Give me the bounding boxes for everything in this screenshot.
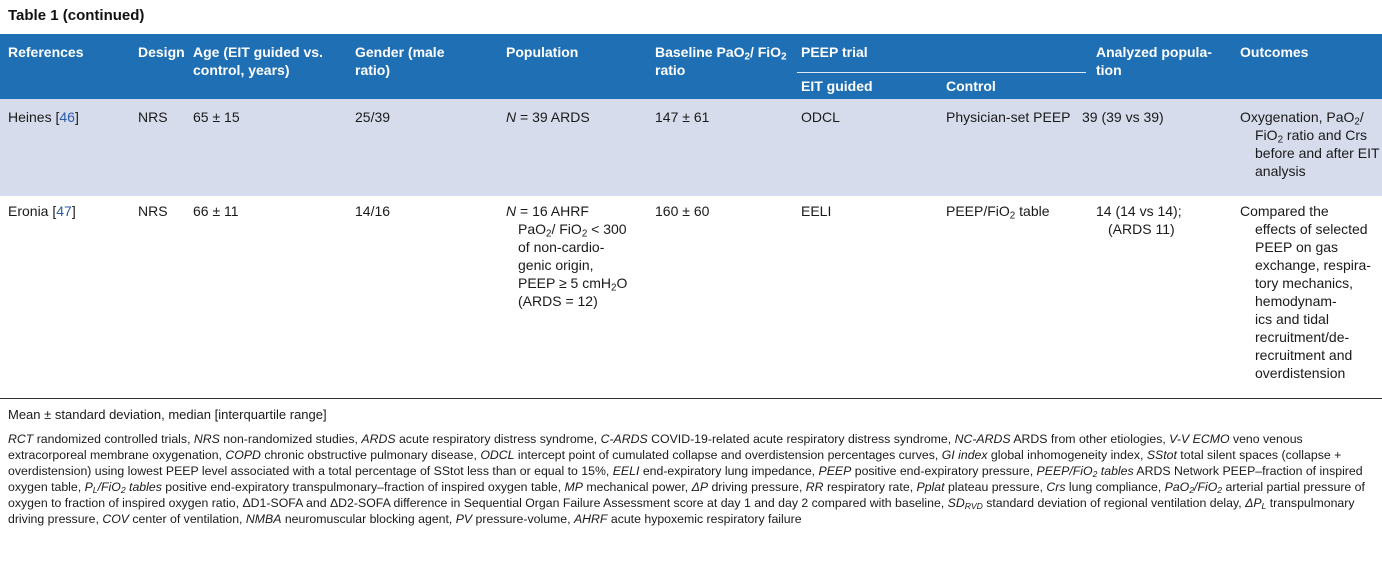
citation-link[interactable]: 46 bbox=[59, 109, 75, 125]
footnote-stats: Mean ± standard deviation, median [interquartile range] bbox=[8, 407, 327, 422]
row-age: 65 ± 15 bbox=[193, 109, 240, 125]
col-design: Design bbox=[138, 44, 185, 60]
table-title: Table 1 (continued) bbox=[8, 7, 145, 24]
table-row bbox=[0, 196, 1382, 396]
row-design: NRS bbox=[138, 203, 168, 219]
citation-link[interactable]: 47 bbox=[56, 203, 72, 219]
col-references: References bbox=[8, 44, 84, 60]
row-population: N = 16 AHRF PaO$_2$/ FiO$_2$ < 300 of non-cardio- genic origin, PEEP ≥ 5 cmH$_2$O (ARDS = 12) bbox=[506, 203, 628, 309]
row-design: NRS bbox=[138, 109, 168, 125]
col-baseline: Baseline PaO$_2$/ FiO$_2$ ratio bbox=[655, 44, 787, 78]
row-baseline: 147 ± 61 bbox=[655, 109, 710, 125]
table-header bbox=[0, 34, 1382, 99]
row-baseline: 160 ± 60 bbox=[655, 203, 710, 219]
row-control: Physician-set PEEP bbox=[946, 109, 1071, 125]
row-control: PEEP/FiO$_2$ table bbox=[946, 203, 1050, 222]
row-analyzed: 14 (14 vs 14); (ARDS 11) bbox=[1096, 203, 1182, 237]
row-outcomes: Compared the effects of selected PEEP on gas exchange, respira- tory mechanics, hemodynam- ics and tidal recruitment/de- recruitment and overdistension bbox=[1240, 203, 1371, 381]
col-peep-trial: PEEP trial bbox=[801, 44, 868, 60]
row-population: N = 39 ARDS bbox=[506, 109, 590, 125]
col-population: Population bbox=[506, 44, 579, 60]
col-control: Control bbox=[946, 78, 996, 94]
peep-trial-divider bbox=[797, 72, 1086, 73]
row-reference: Heines [46] bbox=[8, 109, 79, 125]
row-age: 66 ± 11 bbox=[193, 203, 239, 219]
row-gender: 25/39 bbox=[355, 109, 391, 125]
row-outcomes: Oxygenation, PaO$_2$/ FiO$_2$ ratio and Crs before and after EIT analysis bbox=[1240, 109, 1380, 179]
col-age: Age (EIT guided vs. control, years) bbox=[193, 44, 323, 78]
col-eit-guided: EIT guided bbox=[801, 78, 873, 94]
col-gender: Gender (male ratio) bbox=[355, 44, 445, 78]
row-eit-guided: ODCL bbox=[801, 109, 840, 125]
table-bottom-rule bbox=[0, 398, 1382, 399]
row-analyzed: 39 (39 vs 39) bbox=[1082, 109, 1164, 125]
col-analyzed: Analyzed popula- tion bbox=[1096, 44, 1212, 78]
row-eit-guided: EELI bbox=[801, 203, 832, 219]
row-reference: Eronia [47] bbox=[8, 203, 76, 219]
col-outcomes: Outcomes bbox=[1240, 44, 1309, 60]
footnote-abbreviations: RCT randomized controlled trials, NRS non-randomized studies, ARDS acute respiratory distress syndrome, C-ARDS COVID-19-related acute respiratory distress syndrome, NC-ARDS ARDS from other etiologies, V-V ECMO veno venous extracorporeal membrane oxygenation, COPD chronic obstructive pulmonary disease, ODCL intercept point of cumulated collapse and overdistension percentages curves, GI index global inhomogeneity index, SStot total silent spaces (collapse + overdistension) using lowest PEEP level associated with a total percentage of SStot less than or equal to 15%, EELI end-expiratory lung impedance, PEEP positive end-expiratory pressure, PEEP/FiO$_2$ tables ARDS Network PEEP–fraction of inspired oxygen table, $P_L/FiO_2$ tables positive end-expiratory transpulmonary–fraction of inspired oxygen table, MP mechanical power, ΔP driving pressure, RR respiratory rate, Pplat plateau pressure, Crs lung compliance, PaO$_2$/FiO$_2$ arterial partial pressure of oxygen to fraction of inspired oxygen ratio, ΔD1-SOFA and ΔD2-SOFA difference in Sequential Organ Failure Assessment score at day 1 and day 2 compared with baseline, $SD_{RVD}$ standard deviation of regional ventilation delay, $\Delta P_L$ transpulmonary driving pressure, COV center of ventilation, NMBA neuromuscular blocking agent, PV pressure-volume, AHRF acute hypoxemic respiratory failure bbox=[8, 432, 1365, 526]
row-gender: 14/16 bbox=[355, 203, 391, 219]
table-row bbox=[0, 99, 1382, 196]
